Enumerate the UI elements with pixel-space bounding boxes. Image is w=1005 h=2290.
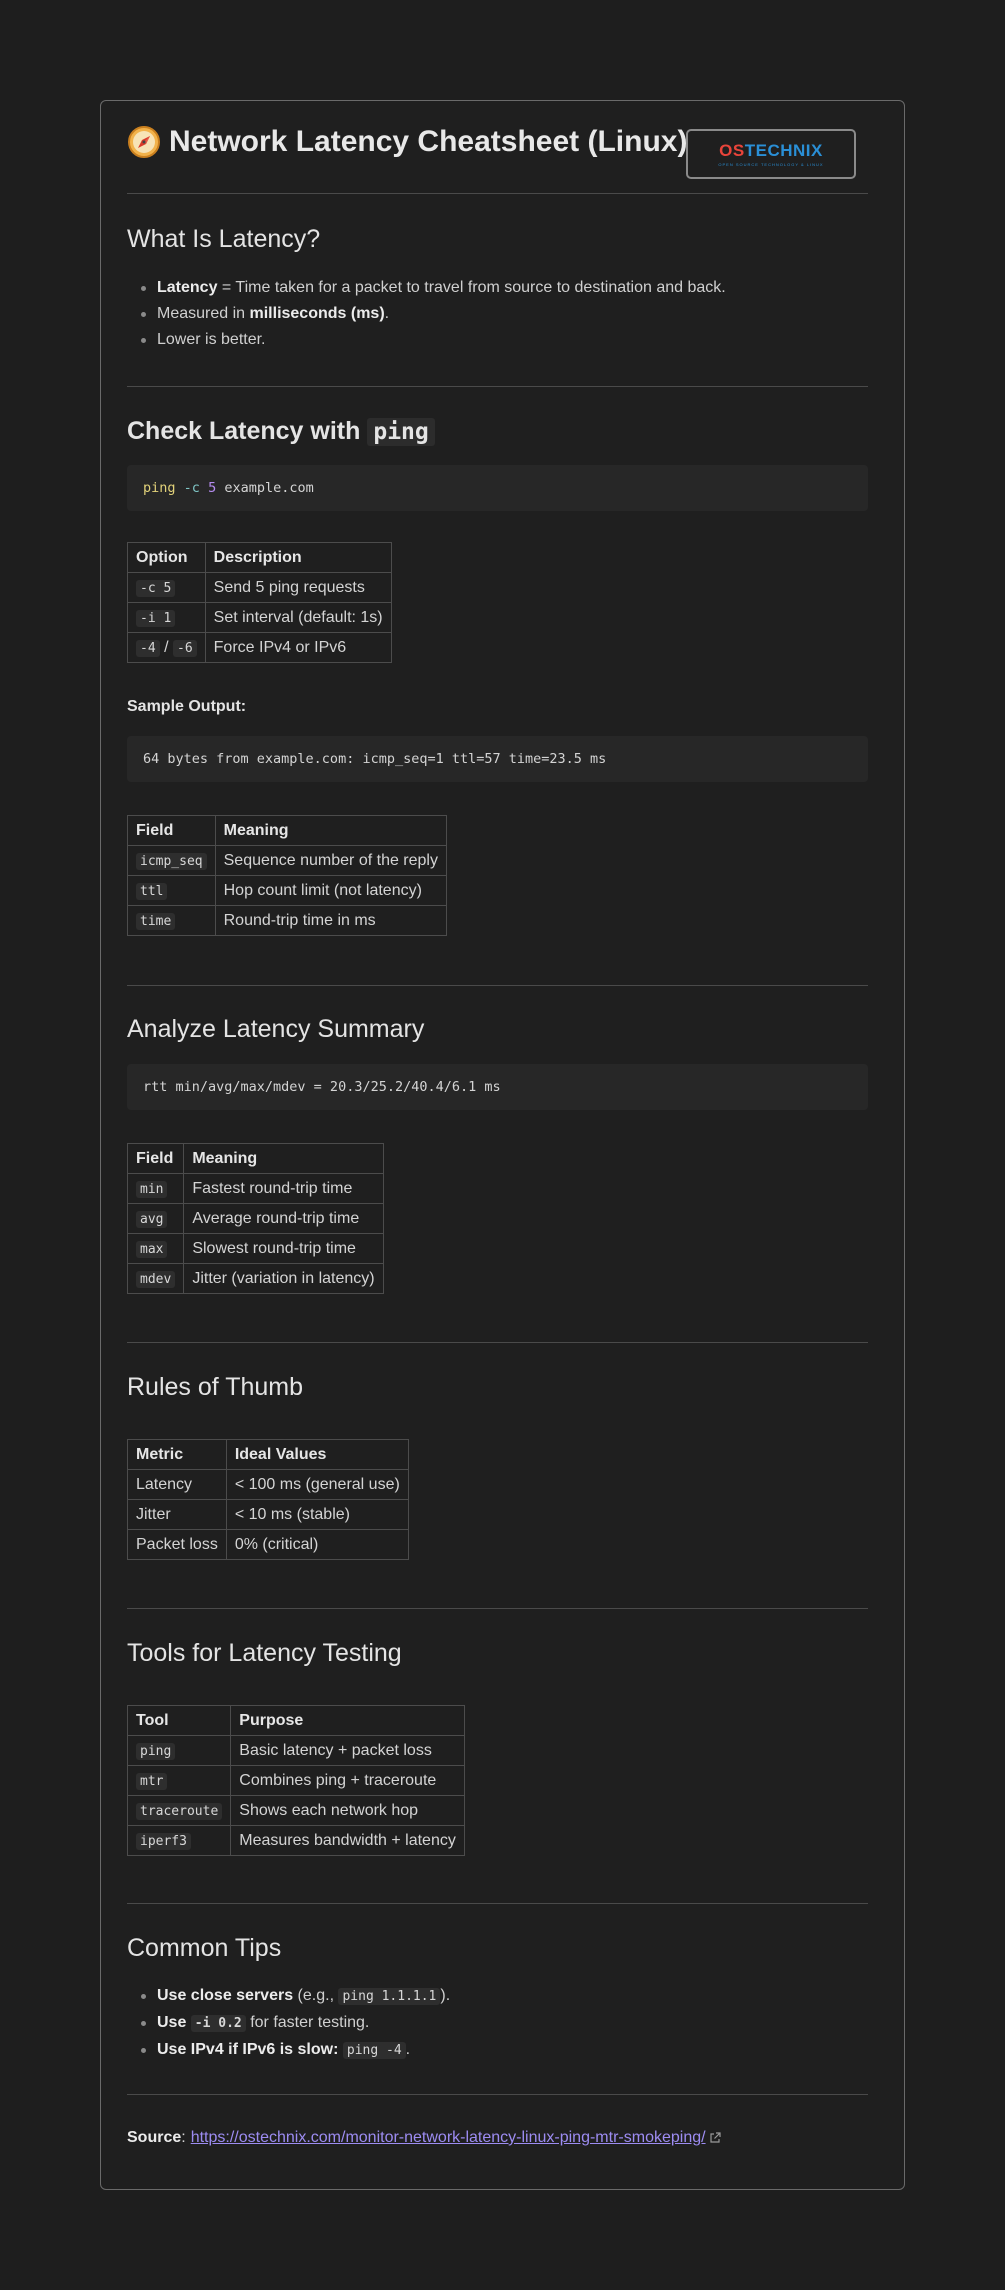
divider bbox=[127, 386, 868, 387]
ostechnix-logo bbox=[686, 129, 856, 179]
divider bbox=[127, 1608, 868, 1609]
compass-icon bbox=[127, 125, 161, 159]
external-link-icon bbox=[709, 2132, 721, 2144]
list-item: Lower is better. bbox=[127, 327, 726, 353]
section-heading-check-latency: Check Latency with ping bbox=[127, 417, 435, 446]
cheatsheet-card bbox=[100, 100, 905, 2190]
table-row: icmp_seq Sequence number of the reply bbox=[128, 846, 447, 876]
ping-fields-table: Field Meaning icmp_seq Sequence number of the reply ttl Hop count limit (not latency) time Round-trip time in ms bbox=[127, 815, 447, 936]
table-row: mtr Combines ping + traceroute bbox=[128, 1766, 465, 1796]
table-row: ping Basic latency + packet loss bbox=[128, 1736, 465, 1766]
ping-options-table: Option Description -c 5 Send 5 ping requests -i 1 Set interval (default: 1s) -4 / -6 Force IPv4 or IPv6 bbox=[127, 542, 392, 663]
section-heading-tools: Tools for Latency Testing bbox=[127, 1639, 402, 1667]
table-row: max Slowest round-trip time bbox=[128, 1234, 384, 1264]
sample-output-label: Sample Output: bbox=[127, 698, 247, 715]
logo-text-technix: TECHNIX bbox=[744, 141, 823, 160]
list-item: Use -i 0.2 for faster testing. bbox=[127, 2010, 450, 2037]
table-row: ttl Hop count limit (not latency) bbox=[128, 876, 447, 906]
divider bbox=[127, 193, 868, 194]
list-item: Use IPv4 if IPv6 is slow: ping -4 . bbox=[127, 2037, 450, 2064]
logo-subtitle: OPEN SOURCE TECHNOLOGY & LINUX bbox=[718, 162, 824, 167]
rules-table: Metric Ideal Values Latency < 100 ms (general use) Jitter < 10 ms (stable) Packet loss 0% (critical) bbox=[127, 1439, 409, 1560]
page-title-text: Network Latency Cheatsheet (Linux) bbox=[169, 125, 688, 158]
tools-table: Tool Purpose ping Basic latency + packet loss mtr Combines ping + traceroute traceroute Shows each network hop iperf3 Measures bandwidth + latency bbox=[127, 1705, 465, 1856]
table-row: avg Average round-trip time bbox=[128, 1204, 384, 1234]
list-item: Measured in milliseconds (ms). bbox=[127, 301, 726, 327]
tips-list bbox=[127, 1983, 450, 2064]
table-row: traceroute Shows each network hop bbox=[128, 1796, 465, 1826]
rtt-summary-block: rtt min/avg/max/mdev = 20.3/25.2/40.4/6.1 ms bbox=[127, 1064, 868, 1110]
table-row: Packet loss 0% (critical) bbox=[128, 1530, 409, 1560]
section-heading-analyze-summary: Analyze Latency Summary bbox=[127, 1015, 425, 1043]
section-heading-what-is-latency: What Is Latency? bbox=[127, 225, 321, 253]
source-line: Source : https://ostechnix.com/monitor-network-latency-linux-ping-mtr-smokeping/ bbox=[127, 2129, 721, 2147]
logo-text-os: OS bbox=[719, 141, 745, 160]
page-title bbox=[127, 125, 687, 159]
table-row: -4 / -6 Force IPv4 or IPv6 bbox=[128, 633, 392, 663]
sample-output-block: 64 bytes from example.com: icmp_seq=1 ttl=57 time=23.5 ms bbox=[127, 736, 868, 782]
source-label: Source bbox=[127, 2129, 182, 2146]
table-row: -c 5 Send 5 ping requests bbox=[128, 573, 392, 603]
table-row: time Round-trip time in ms bbox=[128, 906, 447, 936]
section-heading-common-tips: Common Tips bbox=[127, 1934, 282, 1962]
table-row: Jitter < 10 ms (stable) bbox=[128, 1500, 409, 1530]
list-item: Use close servers (e.g., ping 1.1.1.1 ). bbox=[127, 1983, 450, 2010]
table-row: min Fastest round-trip time bbox=[128, 1174, 384, 1204]
divider bbox=[127, 1903, 868, 1904]
latency-definition-list bbox=[127, 275, 726, 353]
divider bbox=[127, 985, 868, 986]
table-row: iperf3 Measures bandwidth + latency bbox=[128, 1826, 465, 1856]
divider bbox=[127, 2094, 868, 2095]
table-row: mdev Jitter (variation in latency) bbox=[128, 1264, 384, 1294]
table-row: -i 1 Set interval (default: 1s) bbox=[128, 603, 392, 633]
list-item: Latency = Time taken for a packet to travel from source to destination and back. bbox=[127, 275, 726, 301]
table-row: Latency < 100 ms (general use) bbox=[128, 1470, 409, 1500]
section-heading-rules-of-thumb: Rules of Thumb bbox=[127, 1373, 304, 1401]
source-link[interactable]: https://ostechnix.com/monitor-network-latency-linux-ping-mtr-smokeping/ bbox=[190, 2129, 706, 2146]
summary-fields-table: Field Meaning min Fastest round-trip time avg Average round-trip time max Slowest round-trip time mdev Jitter (variation in latency) bbox=[127, 1143, 384, 1294]
divider bbox=[127, 1342, 868, 1343]
ping-command-block: ping -c 5 example.com bbox=[127, 465, 868, 511]
